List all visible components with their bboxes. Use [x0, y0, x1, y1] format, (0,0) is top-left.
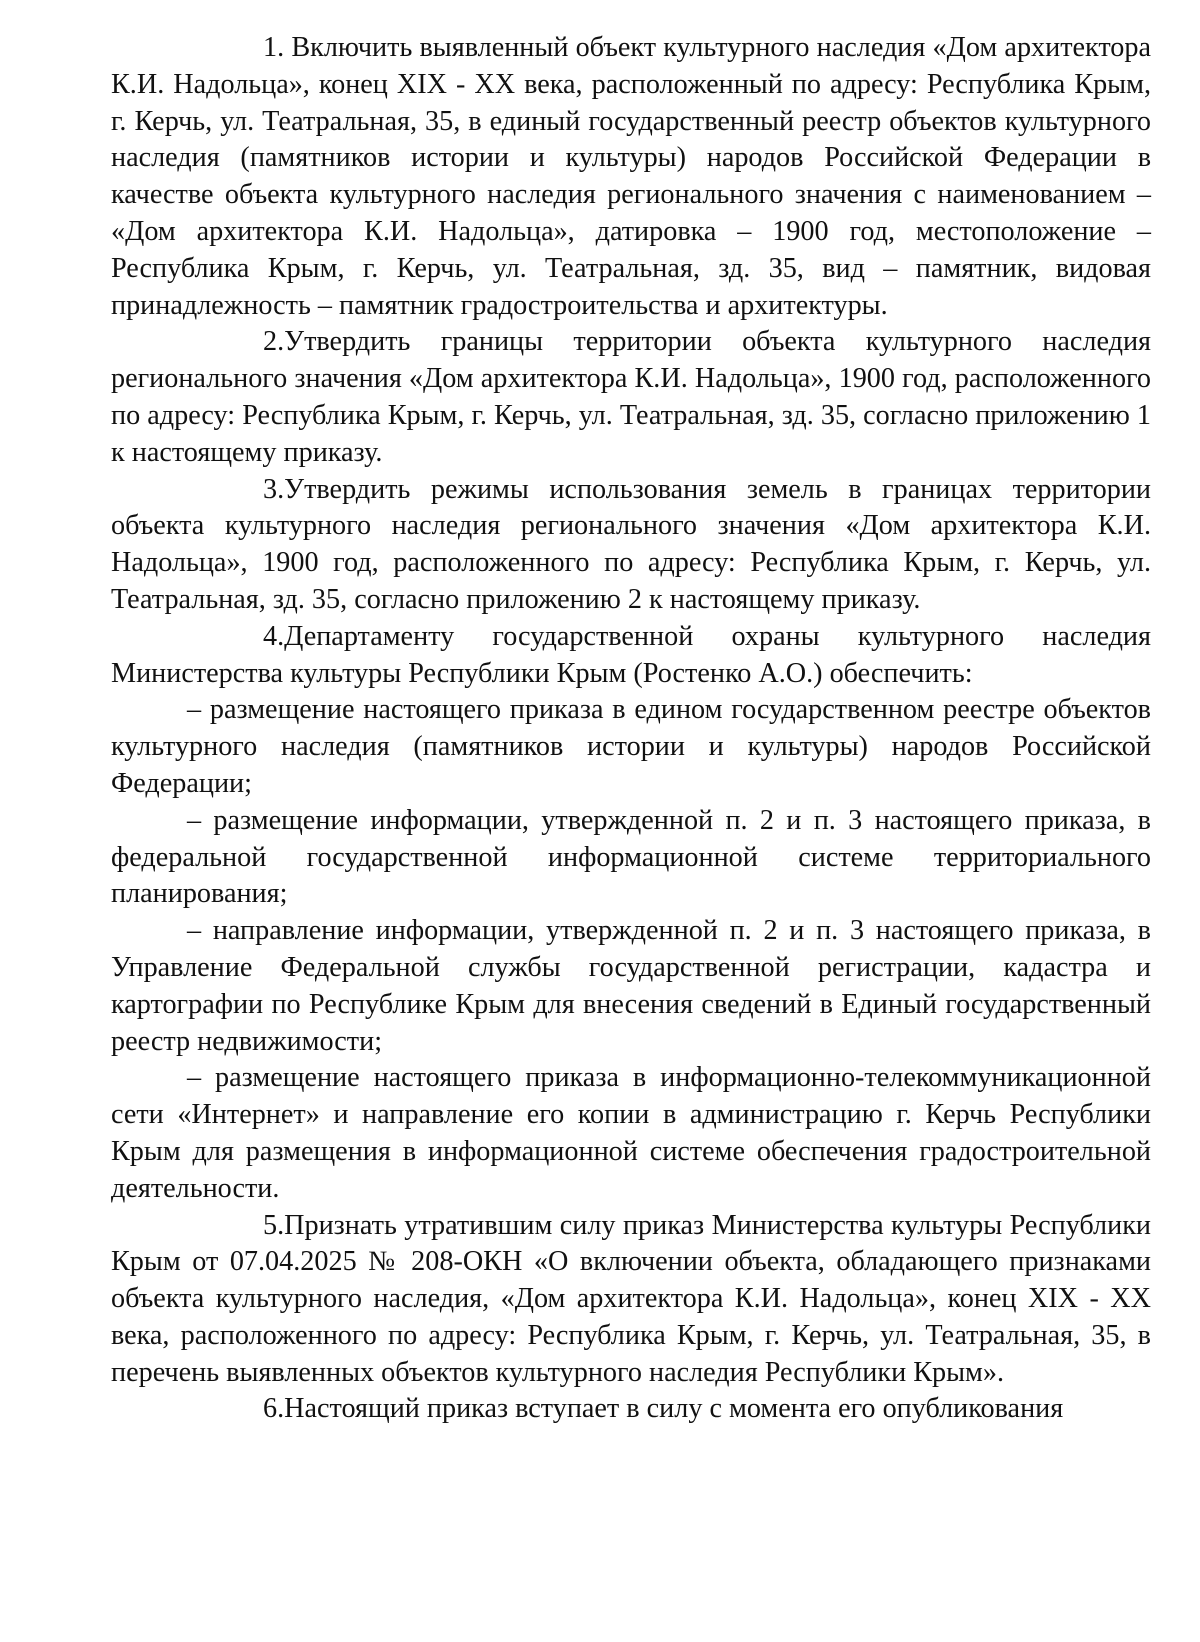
paragraph-3: [111, 472, 1151, 619]
paragraph-2: [111, 324, 1151, 471]
paragraph-text: Утвердить режимы использования земель в границах территории объекта культурного наследия регионального значения «Дом архитектора К.И. Надольца», 1900 год, расположенного по адресу: Республика Крым, г. Керчь, ул. Театральная, зд. 35, согласно приложению 2 к настоящему приказу.: [111, 473, 1151, 615]
paragraph-text: Включить выявленный объект культурного наследия «Дом архитектора К.И. Надольца», конец XIX - XX века, расположенный по адресу: Республика Крым, г. Керчь, ул. Театральная, 35, в единый государственный реестр объектов культурного наследия (памятников истории и культуры) народов Российской Федерации в качестве объекта культурного наследия регионального значения с наименованием – «Дом архитектора К.И. Надольца», датировка – 1900 год, местоположение – Республика Крым, г. Керчь, ул. Театральная, зд. 35, вид – памятник, видовая принадлежность – памятник градостроительства и архитектуры.: [111, 32, 1152, 321]
paragraph-5: [111, 1208, 1151, 1392]
paragraph-text: Настоящий приказ вступает в силу с момента его опубликования: [284, 1393, 1064, 1425]
bullet-item-1: – размещение настоящего приказа в едином государственном реестре объектов культурного наследия (памятников истории и культуры) народов Российской Федерации;: [111, 694, 1151, 799]
paragraph-1: [111, 30, 1151, 324]
paragraph-number: 4.: [263, 620, 285, 652]
paragraph-text: Признать утратившим силу приказ Министерства культуры Республики Крым от 07.04.2025 № 208-ОКН «О включении объекта, обладающего признаками объекта культурного наследия, «Дом архитектора К.И. Надольца», конец XIX - XX века, расположенного по адресу: Республика Крым, г. Керчь, ул. Театральная, 35, в перечень выявленных объектов культурного наследия Республики Крым».: [111, 1209, 1151, 1388]
bullet-item-4: – размещение настоящего приказа в информационно-телекоммуникационной сети «Интернет» и направление его копии в администрацию г. Керчь Республики Крым для размещения в информационной системе обеспечения градостроительной деятельности.: [111, 1062, 1151, 1204]
document-page: [111, 30, 1151, 1428]
paragraph-4: [111, 619, 1151, 693]
paragraph-number: 3.: [263, 473, 285, 505]
paragraph-text: Департаменту государственной охраны культурного наследия Министерства культуры Республики Крым (Ростенко А.О.) обеспечить:: [111, 620, 1151, 689]
bullet-item-3: – направление информации, утвержденной п. 2 и п. 3 настоящего приказа, в Управление Федеральной службы государственной регистрации, кадастра и картографии по Республике Крым для внесения сведений в Единый государственный реестр недвижимости;: [111, 915, 1151, 1057]
paragraph-text: Утвердить границы территории объекта культурного наследия регионального значения «Дом архитектора К.И. Надольца», 1900 год, расположенного по адресу: Республика Крым, г. Керчь, ул. Театральная, зд. 35, согласно приложению 1 к настоящему приказу.: [111, 326, 1151, 468]
bullet-item-2: – размещение информации, утвержденной п. 2 и п. 3 настоящего приказа, в федеральной государственной информационной системе территориального планирования;: [111, 804, 1151, 910]
paragraph-number: 5.: [263, 1209, 285, 1241]
paragraph-number: 1.: [263, 32, 285, 63]
paragraph-number: 2.: [263, 326, 285, 358]
paragraph-number: 6.: [263, 1393, 285, 1425]
paragraph-6: [111, 1391, 1151, 1428]
